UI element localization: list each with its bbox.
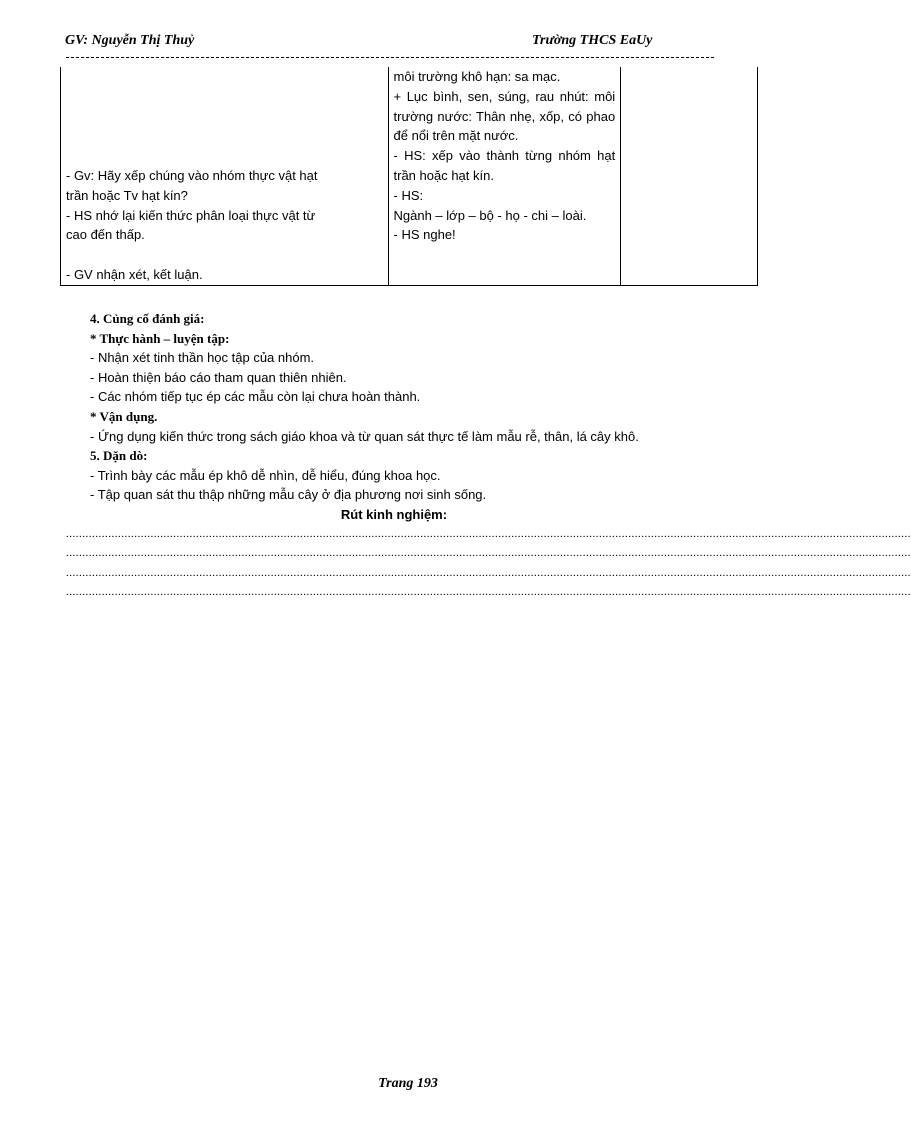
table-text: - HS: xếp vào thành từng nhóm hạt trần hoặc hạt kín. — [393, 148, 616, 183]
page-number: Trang 193 — [378, 1076, 438, 1091]
section4-title: 4. Củng cố đánh giá: — [90, 311, 205, 326]
table-text: trần hoặc Tv hạt kín? — [66, 187, 188, 203]
lesson-table — [60, 67, 758, 286]
teacher-activity-cell — [61, 67, 389, 285]
school-name: Trường THCS EaUy — [532, 33, 653, 48]
practice-heading: * Thực hành – luyện tập: — [90, 330, 230, 346]
section5-title: 5. Dặn dò: — [90, 448, 148, 464]
list-item: - Các nhóm tiếp tục ép các mẫu còn lại chưa hoàn thành. — [90, 389, 421, 405]
teacher-name: GV: Nguyễn Thị Thuỷ — [65, 33, 195, 48]
table-text: cao đến thấp. — [66, 227, 145, 243]
student-activity-cell — [388, 67, 621, 285]
apply-heading: * Vận dụng. — [90, 408, 158, 424]
table-text: - GV nhận xét, kết luận. — [66, 266, 203, 282]
dotted-line: .................................................................................................................................................................................................................................................................... — [66, 586, 911, 599]
apply-text: - Ứng dụng kiến thức trong sách giáo khoa và từ quan sát thực tế làm mẫu rễ, thân, lá cây khô. — [90, 428, 639, 444]
table-row — [61, 67, 758, 285]
dotted-line: .................................................................................................................................................................................................................................................................... — [66, 527, 911, 540]
list-item: - Nhận xét tinh thần học tập của nhóm. — [90, 350, 315, 366]
header-divider — [66, 57, 714, 58]
table-text: + Lục bình, sen, súng, rau nhút: môi trường nước: Thân nhẹ, xốp, có phao để nổi trên mặt nước. — [393, 88, 616, 144]
table-text: - HS nhớ lại kiến thức phân loại thực vật từ — [66, 207, 316, 223]
table-text: Ngành – lớp – bộ - họ - chi – loài. — [393, 207, 587, 223]
dotted-line: .................................................................................................................................................................................................................................................................... — [66, 547, 911, 560]
lesson-body — [66, 309, 911, 603]
list-item: - Tập quan sát thu thập những mẫu cây ở địa phương nơi sinh sống. — [90, 487, 487, 503]
table-text: - Gv: Hãy xếp chúng vào nhóm thực vật hạt — [66, 167, 318, 183]
list-item: - Trình bày các mẫu ép khô dễ nhìn, dễ hiểu, đúng khoa học. — [90, 467, 441, 483]
dotted-line: .................................................................................................................................................................................................................................................................... — [66, 566, 911, 579]
table-text: - HS: — [393, 187, 424, 203]
experience-title: Rút kinh nghiệm: — [340, 506, 448, 522]
content-cell — [621, 67, 758, 285]
list-item: - Hoàn thiện báo cáo tham quan thiên nhiên. — [90, 369, 347, 385]
table-text: - HS nghe! — [393, 227, 456, 243]
table-text: môi trường khô hạn: sa mạc. — [393, 69, 561, 84]
